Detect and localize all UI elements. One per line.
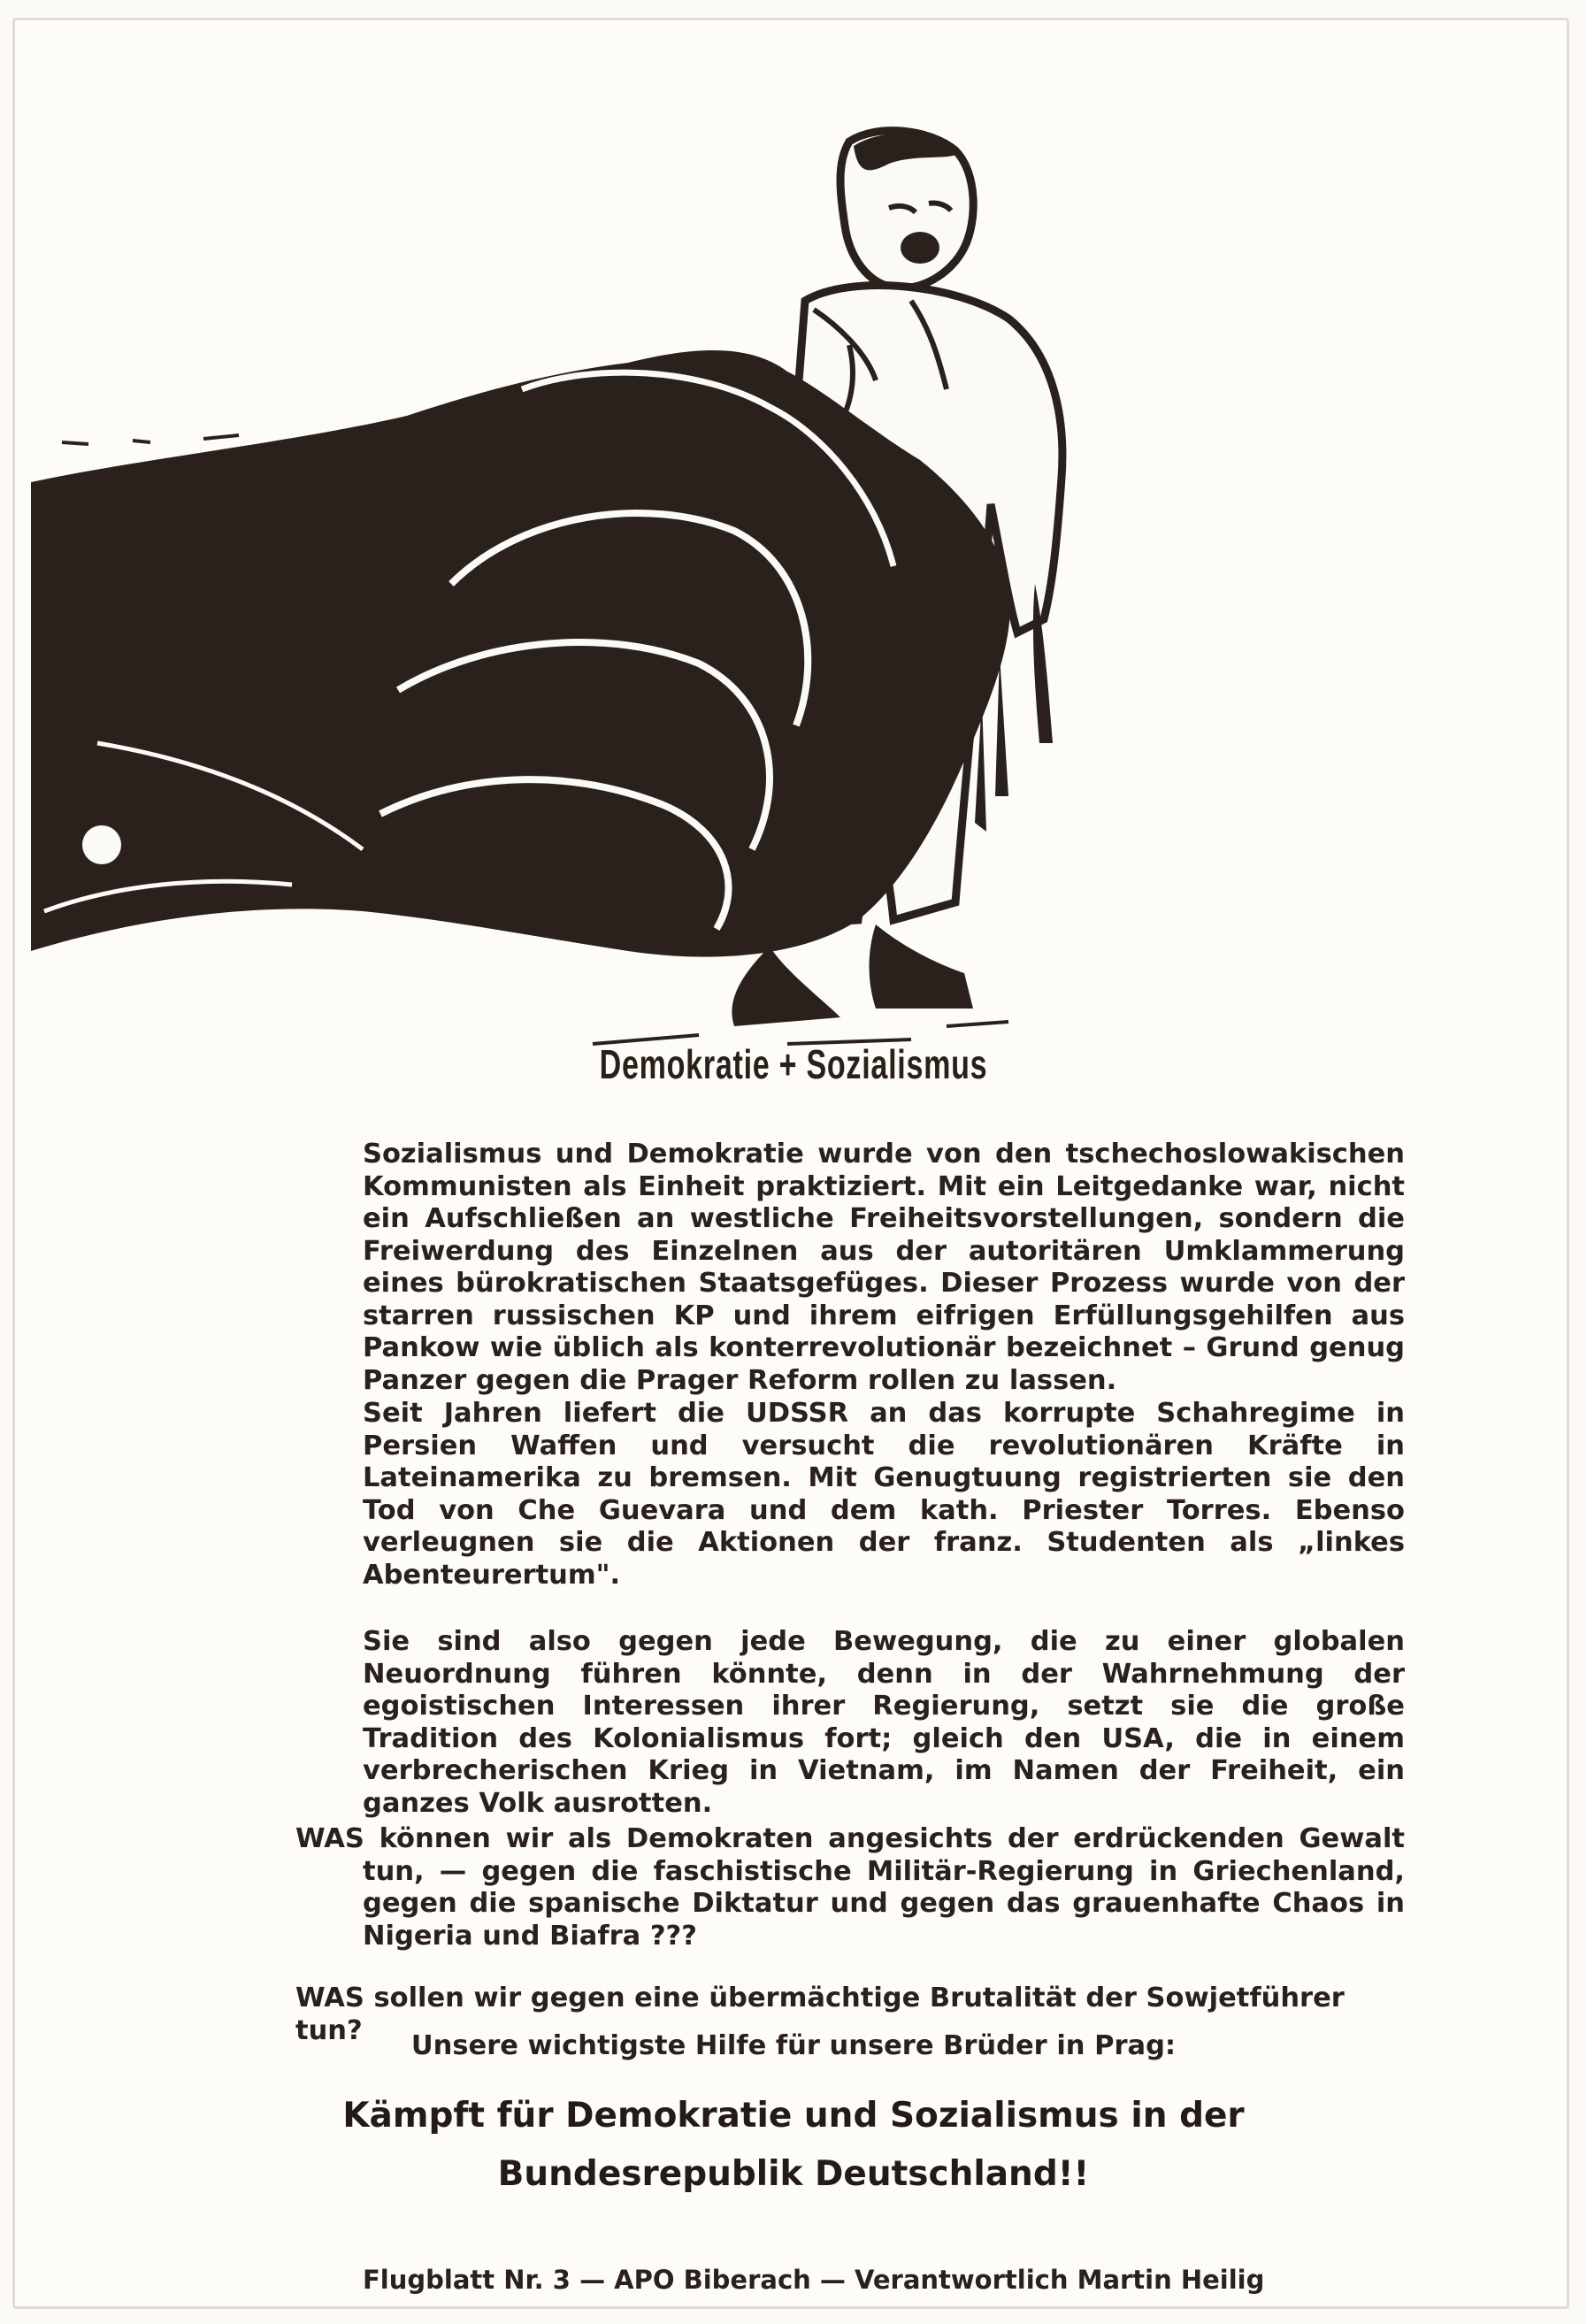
paragraph-1: Sozialismus und Demokratie wurde von den tschechoslowakischen Kommunisten als Einheit praktiziert. Mit ein Leitgedanke war, nicht ein Aufschließen an westliche Freiheitsvorstellungen, sondern die Freiwerdung des Einzelnen aus der autoritären Umklammerung eines bürokratischen Staatsgefüges. Dieser Prozess wurde von der starren russischen KP und ihrem eifrigen Erfüllungsgehilfen aus Pankow wie üblich als konterrevolutionär bezeichnet – Grund genug Panzer gegen die Prager Reform rollen zu lassen. <box>363 1139 1405 1396</box>
footer-credits: Flugblatt Nr. 3 — APO Biberach — Verantwortlich Martin Heilig <box>363 2265 1265 2295</box>
paragraph-3: Sie sind also gegen jede Bewegung, die zu einer globalen Neuordnung führen könnte, denn in der Wahrnehmung der egoistischen Interessen ihrer Regierung, setzt sie die große Tradition des Kolonialismus fort; gleich den USA, die in einem verbrecherischen Krieg in Vietnam, im Namen der Freiheit, ein ganzes Volk ausrotten. <box>363 1626 1405 1819</box>
fist-woodcut-illustration <box>27 124 1177 1057</box>
paragraph-5: WAS sollen wir gegen eine übermächtige Brutalität der Sowjetführer tun? <box>295 1983 1345 2046</box>
paragraph-6: Unsere wichtigste Hilfe für unsere Brüder in Prag: <box>410 2030 1177 2061</box>
headline: Demokratie + Sozialismus <box>599 1041 988 1087</box>
callout-line-1: Kämpft für Demokratie und Sozialismus in der <box>342 2096 1245 2136</box>
callout-line-2: Bundesrepublik Deutschland!! <box>497 2154 1090 2194</box>
paragraph-4: WAS können wir als Demokraten angesichts der erdrückenden Gewalt tun, — gegen die faschistische Militär-Regierung in Griechenland, gegen die spanische Diktatur und gegen das grauenhafte Chaos in Nigeria und Biafra ??? <box>295 1823 1405 1952</box>
paragraph-2: Seit Jahren liefert die UDSSR an das korrupte Schahregime in Persien Waffen und versucht die revolutionären Kräfte in Lateinamerika zu bremsen. Mit Genugtuung registrierten sie den Tod von Che Guevara und dem kath. Priester Torres. Ebenso verleugnen sie die Aktionen der franz. Studenten als „linkes Abenteurertum". <box>363 1398 1405 1591</box>
